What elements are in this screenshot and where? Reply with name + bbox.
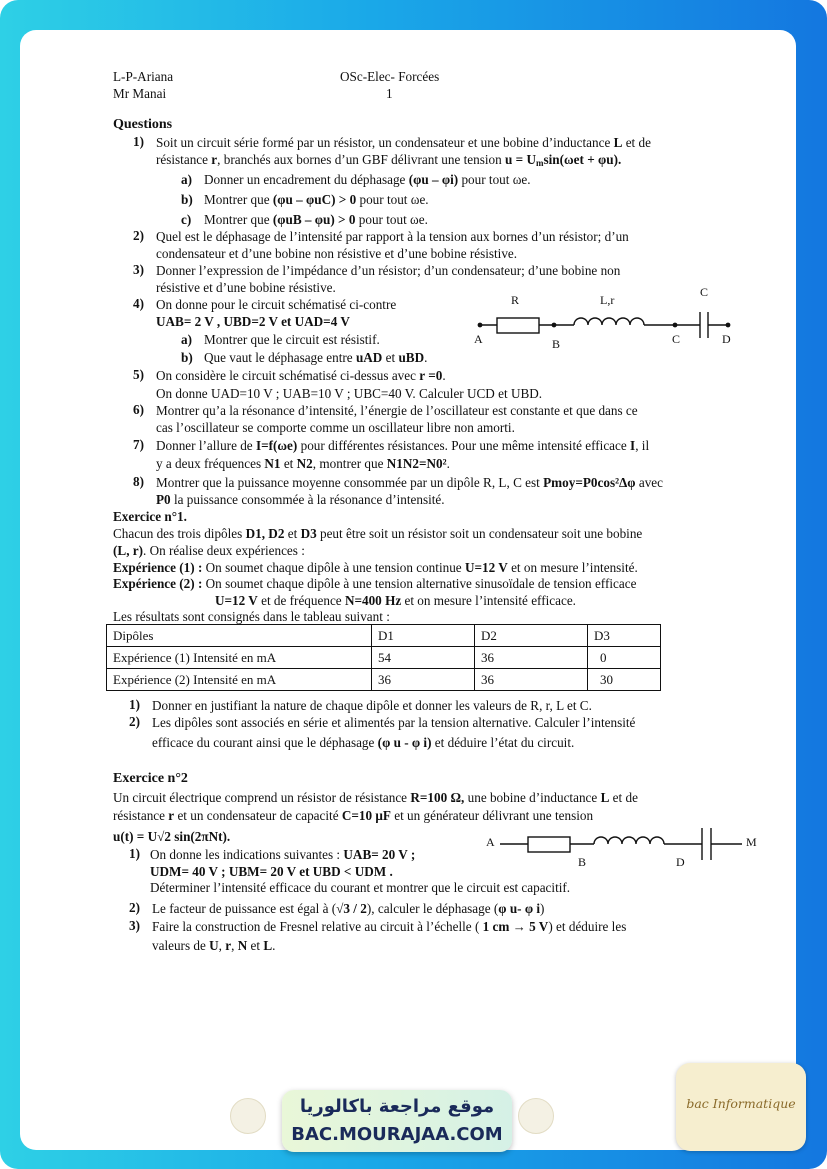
q2-line2: condensateur et d’une bobine non résistive et d’une bobine résistive.	[156, 246, 518, 261]
q1-line1: Soit un circuit série formé par un résistor, un condensateur et une bobine d’inductance L et de	[156, 135, 651, 150]
node-A: A	[486, 835, 495, 849]
ex2-p2-text: Le facteur de puissance est égal à (√3 / 2), calculer le déphasage (φ u- φ i)	[152, 901, 545, 916]
site-logo-icon	[518, 1098, 554, 1134]
label-C: C	[700, 285, 709, 299]
table-header-cell: Dipôles	[107, 625, 372, 647]
ex2-line3: u(t) = U√2 sin(2πNt).	[113, 829, 231, 844]
q1-number: 1)	[133, 134, 144, 149]
school-name: L-P-Ariana	[113, 69, 174, 84]
resistor-symbol	[497, 318, 539, 333]
node-A: A	[474, 332, 483, 346]
table-row	[107, 647, 661, 669]
table-cell: 0	[588, 647, 661, 669]
ex2-title: Exercice n°2	[113, 771, 188, 786]
ex2-p3-line2: valeurs de U, r, N et L.	[152, 938, 276, 953]
ex2-p3-line1: Faire la construction de Fresnel relative au circuit à l’échelle ( 1 cm → 5 V) et déduire les	[152, 919, 627, 934]
ex1-exp2-line1: Expérience (2) : On soumet chaque dipôle à une tension alternative sinusoïdale de tension efficace	[113, 576, 637, 591]
site-url: BAC.MOURAJAA.COM	[291, 1124, 503, 1145]
circuit-diagram-2	[480, 826, 770, 876]
ex1-intro-line1: Chacun des trois dipôles D1, D2 et D3 peut être soit un résistor soit un condensateur soit une bobine	[113, 526, 643, 541]
table-cell: 36	[475, 647, 588, 669]
table-cell: 54	[372, 647, 475, 669]
ex2-p1-line1: On donne les indications suivantes : UAB= 20 V ;	[150, 847, 416, 862]
q8-number: 8)	[133, 474, 144, 489]
ex2-p2-number: 2)	[129, 900, 140, 915]
ex1-title: Exercice n°1.	[113, 509, 187, 524]
label-Lr: L,r	[600, 293, 615, 307]
q7-number: 7)	[133, 437, 144, 452]
node-B: B	[578, 855, 587, 869]
q4-line2: UAB= 2 V , UBD=2 V et UAD=4 V	[156, 314, 350, 329]
q5-number: 5)	[133, 367, 144, 382]
brand-name: bac Informatique	[686, 1096, 796, 1111]
ex2-p1-number: 1)	[129, 846, 140, 861]
ex2-p1-line3: Déterminer l’intensité efficace du courant et montrer que le circuit est capacitif.	[150, 880, 571, 895]
coil-symbol	[574, 318, 644, 325]
node-D: D	[722, 332, 731, 346]
results-table	[106, 624, 661, 691]
q6-line2: cas l’oscillateur se comporte comme un oscillateur libre non amorti.	[156, 420, 515, 435]
q4a-text: Montrer que le circuit est résistif.	[204, 332, 380, 347]
ex1-p2-line1: Les dipôles sont associés en série et alimentés par la tension alternative. Calculer l’intensité	[152, 715, 636, 730]
questions-heading: Questions	[113, 117, 173, 132]
ex2-p3-number: 3)	[129, 918, 140, 933]
table-header-cell: D3	[588, 625, 661, 647]
site-arabic-name: موقع مراجعة باكالوريا	[299, 1096, 495, 1117]
q4b-text: Que vaut le déphasage entre uAD et uBD.	[204, 350, 428, 365]
q4-number: 4)	[133, 296, 144, 311]
ex1-p2-number: 2)	[129, 714, 140, 729]
q1b-label: b)	[181, 192, 193, 207]
circuit-diagram-1	[470, 282, 750, 352]
node-M: M	[746, 835, 757, 849]
q8-line2: P0 la puissance consommée à la résonance d’intensité.	[156, 492, 445, 507]
table-header-cell: D2	[475, 625, 588, 647]
q2-number: 2)	[133, 228, 144, 243]
ex1-p2-line2: efficace du courant ainsi que le déphasage (φ u - φ i) et déduire l’état du circuit.	[152, 735, 575, 750]
table-header-cell: D1	[372, 625, 475, 647]
q1c-text: Montrer que (φuB – φu) > 0 pour tout ωe.	[204, 212, 428, 227]
table-header-row	[107, 625, 661, 647]
q1b-text: Montrer que (φu – φuC) > 0 pour tout ωe.	[204, 192, 429, 207]
q3-number: 3)	[133, 262, 144, 277]
node-B: B	[552, 337, 561, 351]
coil-symbol	[594, 837, 664, 844]
ex2-p1-line2: UDM= 40 V ; UBM= 20 V et UBD < UDM .	[150, 864, 393, 879]
site-badge-link[interactable]	[282, 1090, 512, 1152]
ex2-line1: Un circuit électrique comprend un résistor de résistance R=100 Ω, une bobine d’inductance L et de	[113, 790, 638, 805]
table-cell: 36	[475, 669, 588, 691]
page-number: 1	[386, 86, 393, 101]
q3-line2: résistive et d’une bobine résistive.	[156, 280, 336, 295]
q1-line2: résistance r, branchés aux bornes d’un GBF délivrant une tension $u = U_m\sin(\omega et + \varphi u)$.	[156, 152, 622, 168]
table-cell: 36	[372, 669, 475, 691]
ex1-exp2-line2: U=12 V et de fréquence N=400 Hz et on mesure l’intensité efficace.	[215, 593, 576, 608]
q1a-label: a)	[181, 172, 192, 187]
table-row	[107, 669, 661, 691]
q1a-text: Donner un encadrement du déphasage (φu – φi) pour tout ωe.	[204, 172, 531, 187]
q1c-label: c)	[181, 212, 192, 227]
ex2-line2: résistance r et un condensateur de capacité C=10 μF et un générateur délivrant une tension	[113, 808, 594, 823]
table-cell: Expérience (1) Intensité en mA	[107, 647, 372, 669]
q8-line1: Montrer que la puissance moyenne consommée par un dipôle R, L, C est Pmoy=P0cos²Δφ avec	[156, 475, 663, 490]
node-D: D	[676, 855, 685, 869]
subject-title: OSc-Elec- Forcées	[340, 69, 440, 84]
resistor-symbol	[528, 837, 570, 852]
q4a-label: a)	[181, 332, 192, 347]
label-R: R	[511, 293, 520, 307]
ex1-exp1: Expérience (1) : On soumet chaque dipôle à une tension continue U=12 V et on mesure l’intensité.	[113, 560, 638, 575]
q5-line1: On considère le circuit schématisé ci-dessus avec r =0.	[156, 368, 446, 383]
table-cell: Expérience (2) Intensité en mA	[107, 669, 372, 691]
ex1-results-intro: Les résultats sont consignés dans le tableau suivant :	[113, 609, 390, 624]
q4-line1: On donne pour le circuit schématisé ci-contre	[156, 297, 397, 312]
q3-line1: Donner l’expression de l’impédance d’un résistor; d’un condensateur; d’une bobine non	[156, 263, 621, 278]
q6-line1: Montrer qu’a la résonance d’intensité, l’énergie de l’oscillateur est constante et que dans ce	[156, 403, 638, 418]
ex1-intro-line2: (L, r). On réalise deux expériences :	[113, 543, 305, 558]
q5-line2: On donne UAD=10 V ; UAB=10 V ; UBC=40 V. Calculer UCD et UBD.	[156, 386, 543, 401]
q7-line1: Donner l’allure de I=f(ωe) pour différentes résistances. Pour une même intensité efficace I, il	[156, 438, 650, 453]
q2-line1: Quel est le déphasage de l’intensité par rapport à la tension aux bornes d’un résistor; d’un	[156, 229, 629, 244]
ex1-p1-number: 1)	[129, 697, 140, 712]
brand-badge	[676, 1063, 806, 1151]
table-cell: 30	[588, 669, 661, 691]
q4b-label: b)	[181, 350, 193, 365]
teacher-name: Mr Manai	[113, 86, 167, 101]
ex1-p1-text: Donner en justifiant la nature de chaque dipôle et donner les valeurs de R, r, L et C.	[152, 698, 592, 713]
q7-line2: y a deux fréquences N1 et N2, montrer que N1N2=N0².	[156, 456, 450, 471]
node-C: C	[672, 332, 681, 346]
q6-number: 6)	[133, 402, 144, 417]
site-logo-icon	[230, 1098, 266, 1134]
